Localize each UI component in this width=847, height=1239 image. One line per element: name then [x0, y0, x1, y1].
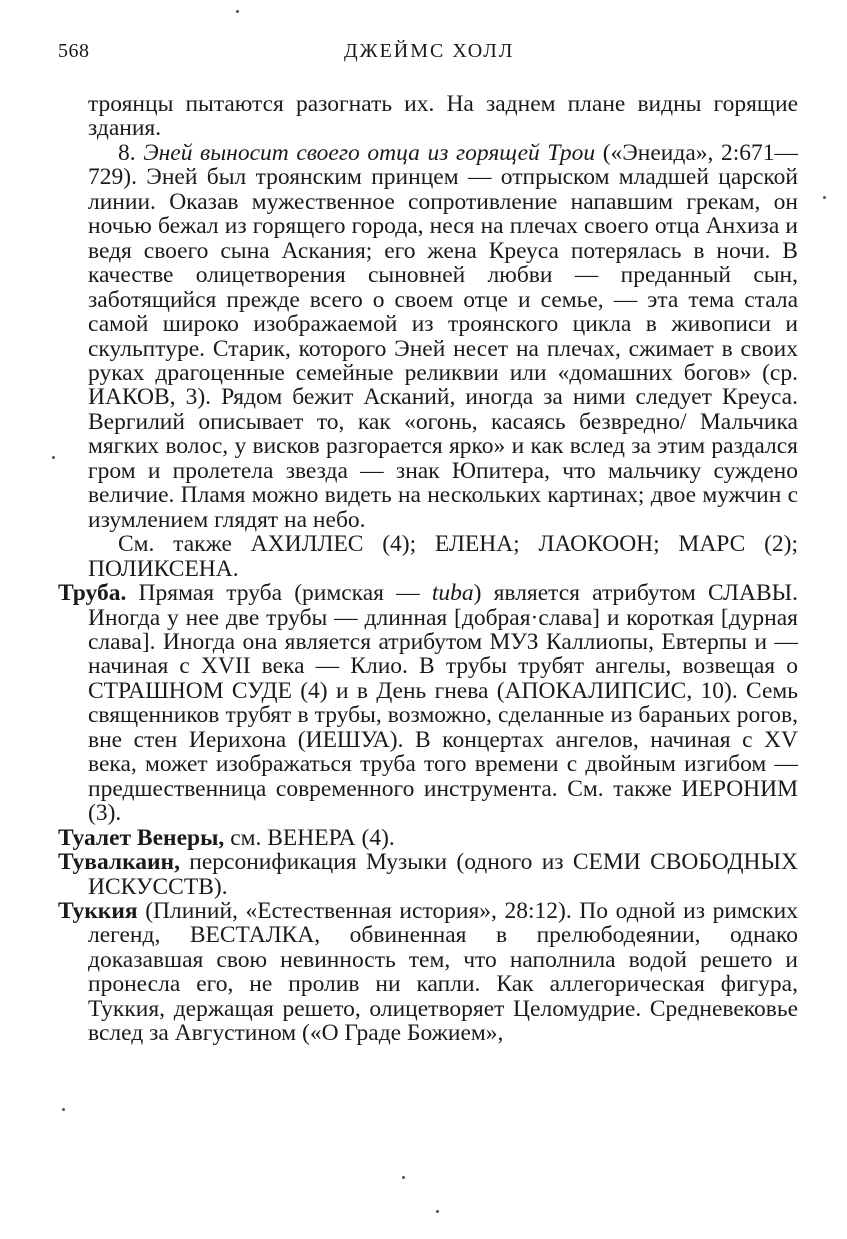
item-text: («Энеида», 2:671—729). Эней был троянским принцем — отпрыском младшей царской линии. Оказав мужественное сопротивление напавшим грекам, он ночью бежал из горящего города, неся на плечах своего отца Анхиза и ведя своего сына Аскания; его жена Креуса потерялась в ночи. В качестве олицетворения сыновней любви — преданный сын, заботящийся прежде всего о своем отце и семье, — эта тема стала самой широко изображаемой из троянского цикла в живописи и скульптуре. Старик, которого Эней несет на плечах, сжимает в своих руках драгоценные семейные реликвии или «домашних богов» (ср. ИАКОВ, 3). Рядом бежит Асканий, иногда за ними следует Креуса. Вергилий описывает то, как «огонь, касаясь безвредно/ Мальчика мягких волос, у висков разгорается ярко» и как вслед за этим раздался гром и пролетела звезда — знак Юпитера, что мальчику суждено величие. Пламя можно видеть на нескольких картинах; двое мужчин с изумлением глядят на небо.	[88, 139, 799, 533]
paragraph-continuation: троянцы пытаются разогнать их. На заднем плане видны горящие здания.	[88, 91, 798, 142]
entry-heading: Туккия	[58, 897, 138, 924]
entry-truba	[58, 581, 798, 826]
item-number: 8.	[118, 139, 144, 166]
latin-term: tuba	[431, 580, 474, 607]
entry-tuvalkain	[58, 850, 798, 899]
page-body	[58, 92, 798, 1046]
page-header	[58, 40, 798, 70]
entry-tualet-venery	[58, 826, 798, 850]
scan-speck	[402, 1176, 405, 1179]
entry-heading: Туалет Венеры,	[58, 824, 225, 851]
scan-speck	[823, 196, 826, 199]
scan-speck	[236, 10, 239, 13]
scan-speck	[62, 1108, 65, 1111]
paragraph-see-also: См. также АХИЛЛЕС (4); ЕЛЕНА; ЛАОКООН; МАРС (2); ПОЛИКСЕНА.	[88, 531, 798, 582]
entry-text: (Плиний, «Естественная история», 28:12). По одной из римских легенд, ВЕСТАЛКА, обвиненная в прелюбодеянии, однако доказавшая свою невинность тем, что наполнила водой решето и пронесла его, не пролив ни капли. Как аллегорическая фигура, Туккия, держащая решето, олицетворяет Целомудрие. Средневековье вслед за Августином («О Граде Божием»,	[88, 897, 798, 1047]
entry-heading: Тувалкаин,	[58, 849, 180, 876]
page-number: 568	[58, 40, 90, 62]
paragraph-aeneas	[58, 141, 798, 532]
entry-tukkiya	[58, 899, 798, 1046]
entry-text: персонификация Музыки (одного из СЕМИ СВОБОДНЫХ ИСКУССТВ).	[88, 849, 798, 900]
scan-speck	[436, 1210, 439, 1213]
entry-text: ) является атрибутом СЛАВЫ. Иногда у нее две трубы — длинная [добрая·слава] и короткая [дурная слава]. Иногда она является атрибутом МУЗ Каллиопы, Евтерпы и — начиная с XVII века — Клио. В трубы трубят ангелы, возвещая о СТРАШНОМ СУДЕ (4) и в День гнева (АПОКАЛИПСИС, 10). Семь священников трубят в трубы, возможно, сделанные из бараньих рогов, вне стен Иерихона (ИЕШУА). В концертах ангелов, начиная с XV века, может изображаться труба того времени с двойным изгибом — предшественница современного инструмента. См. также ИЕРОНИМ (3).	[88, 580, 799, 827]
entry-heading: Труба.	[58, 580, 127, 607]
running-title: ДЖЕЙМС ХОЛЛ	[344, 40, 515, 62]
entry-text: см. ВЕНЕРА (4).	[224, 824, 395, 851]
item-title: Эней выносит своего отца из горящей Трои	[143, 139, 596, 166]
entry-text: Прямая труба (римская —	[126, 580, 432, 607]
scan-speck	[52, 456, 55, 459]
